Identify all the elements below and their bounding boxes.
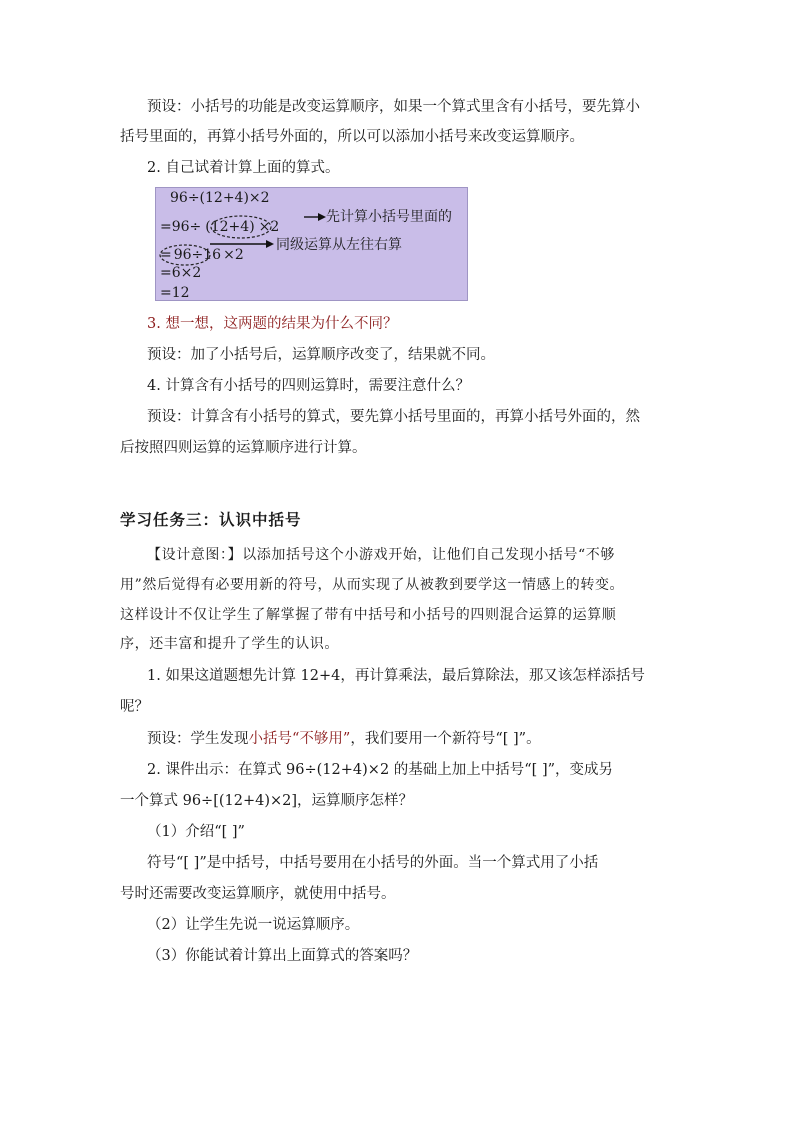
item-2: 2. 自己试着计算上面的算式。 [147,160,340,176]
sub-item-1: （1）介绍“[ ]” [147,824,245,840]
question-2-line1: 2. 课件出示：在算式 96÷(12+4)×2 的基础上加上中括号“[ ]”，变成另 [147,762,614,778]
question-2-line2: 一个算式 96÷[(12+4)×2]，运算顺序怎样？ [120,793,414,809]
calc-line-2-b: (12+4) [205,219,255,235]
section-heading: 学习任务三：认识中括号 [120,511,302,529]
question-1-line1: 1. 如果这道题想先计算 12+4，再计算乘法，最后算除法，那又该怎样添括号 [147,668,645,684]
answer-4-line2: 后按照四则运算的运算顺序进行计算。 [120,440,367,456]
design-intent-line2: 用”然后觉得有必要用新的符号，从而实现了从被教到要学这一情感上的转变。 [120,577,625,593]
question-1-line2: 呢？ [120,699,149,715]
calc-note-1: 先计算小括号里面的 [326,209,452,225]
design-intent-line3: 这样设计不仅让学生了解掌握了带有中括号和小括号的四则混合运算的运算顺 [120,607,617,623]
item-4: 4. 计算含有小括号的四则运算时，需要注意什么？ [147,378,470,394]
calc-line-3-c: ×2 [223,247,244,263]
answer-1-highlight: 小括号“不够用” [248,731,351,747]
calc-line-2-c: ×2 [258,219,280,235]
answer-4-line1: 预设：计算含有小括号的算式，要先算小括号里面的，再算小括号外面的，然 [147,409,640,425]
sub-item-3: （3）你能试着计算出上面算式的答案吗？ [147,948,418,964]
sub-item-2: （2）让学生先说一说运算顺序。 [147,917,360,933]
answer-1-prefix: 预设：学生发现 [147,731,249,747]
answer-3: 预设：加了小括号后，运算顺序改变了，结果就不同。 [147,347,495,363]
calc-line-3-a: = [160,247,172,263]
division-highlight-ellipse [160,245,210,265]
calc-line-2-a: =96÷ [160,219,202,235]
calculation-box [155,187,468,301]
preset-paragraph-line2: 括号里面的，再算小括号外面的，所以可以添加小括号来改变运算顺序。 [120,129,584,145]
arrow-2-head [266,240,274,248]
calc-line-3-b: 96÷16 [173,247,222,263]
sub-item-1-text-line2: 号时还需要改变运算顺序，就使用中括号。 [120,886,396,902]
calc-line-1: 96÷(12+4)×2 [170,190,270,206]
calc-line-5: =12 [160,285,190,301]
sub-item-1-text-line1: 符号“[ ]”是中括号，中括号要用在小括号的外面。当一个算式用了小括 [147,855,599,871]
item-3: 3. 想一想，这两题的结果为什么不同？ [147,316,398,332]
parentheses-highlight-ellipse [211,216,271,238]
answer-1 [147,729,541,749]
design-intent-line4: 序，还丰富和提升了学生的认识。 [120,636,339,652]
arrow-1-head [318,213,326,221]
calc-line-4: =6×2 [160,265,202,281]
calc-note-2: 同级运算从左往右算 [276,237,402,253]
design-intent-line1: 【设计意图：】以添加括号这个小游戏开始，让他们自己发现小括号“不够 [147,547,615,563]
preset-paragraph-line1: 预设：小括号的功能是改变运算顺序，如果一个算式里含有小括号，要先算小 [147,99,640,115]
answer-1-suffix: ，我们要用一个新符号“[ ]”。 [350,731,541,747]
